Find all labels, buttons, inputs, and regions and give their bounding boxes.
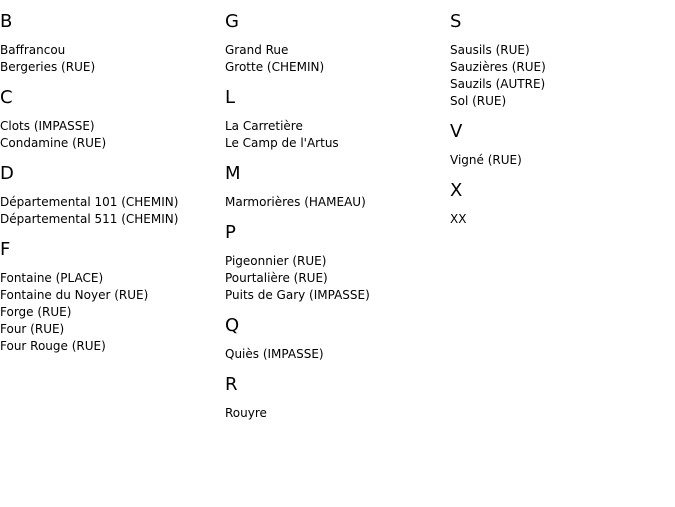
street-list: [0, 118, 225, 152]
letter-group: [225, 222, 450, 304]
street-link[interactable]: Four (RUE): [0, 322, 65, 336]
street-list: [225, 194, 450, 211]
street-list: [225, 253, 450, 304]
street-link[interactable]: Sausils (RUE): [450, 43, 530, 57]
street-list-item: [450, 59, 675, 76]
street-list: [225, 42, 450, 76]
letter-heading: C: [0, 87, 13, 108]
street-link[interactable]: Grand Rue: [225, 43, 289, 57]
street-link[interactable]: Départemental 511 (CHEMIN): [0, 212, 179, 226]
street-link[interactable]: Bergeries (RUE): [0, 60, 96, 74]
street-link[interactable]: Le Camp de l'Artus: [225, 136, 339, 150]
letter-group: [450, 11, 675, 110]
street-list-item: [0, 211, 225, 228]
street-list: [450, 152, 675, 169]
street-list-item: [225, 346, 450, 363]
street-link[interactable]: Marmorières (HAMEAU): [225, 195, 366, 209]
street-link[interactable]: Pigeonnier (RUE): [225, 254, 327, 268]
letter-heading: R: [225, 374, 238, 395]
street-link[interactable]: Four Rouge (RUE): [0, 339, 106, 353]
street-list-item: [450, 93, 675, 110]
street-list-item: [0, 304, 225, 321]
index-column: [0, 0, 225, 355]
street-list-item: [225, 253, 450, 270]
letter-heading: M: [225, 163, 241, 184]
letter-heading: B: [0, 11, 13, 32]
street-list-item: [0, 59, 225, 76]
street-link[interactable]: Baffrancou: [0, 43, 66, 57]
street-list-item: [225, 118, 450, 135]
street-list-item: [450, 152, 675, 169]
street-list: [450, 211, 675, 228]
street-list-item: [225, 270, 450, 287]
street-list-item: [450, 76, 675, 93]
letter-group: [450, 180, 675, 228]
street-link[interactable]: Quiès (IMPASSE): [225, 347, 324, 361]
street-link[interactable]: Sauzières (RUE): [450, 60, 546, 74]
street-link[interactable]: Pourtalière (RUE): [225, 271, 328, 285]
street-link[interactable]: XX: [450, 212, 467, 226]
letter-group: [0, 11, 225, 76]
street-list-item: [225, 405, 450, 422]
street-list: [225, 405, 450, 422]
street-list-item: [225, 135, 450, 152]
letter-heading: D: [0, 163, 14, 184]
street-list-item: [0, 194, 225, 211]
letter-group: [225, 87, 450, 152]
letter-group: [225, 163, 450, 211]
street-link[interactable]: Sauzils (AUTRE): [450, 77, 546, 91]
letter-heading: Q: [225, 315, 240, 336]
letter-heading: F: [0, 239, 11, 260]
letter-heading: V: [450, 121, 463, 142]
street-link[interactable]: Fontaine (PLACE): [0, 271, 104, 285]
street-list-item: [0, 321, 225, 338]
street-link[interactable]: Puits de Gary (IMPASSE): [225, 288, 370, 302]
street-list: [225, 346, 450, 363]
street-link[interactable]: Rouyre: [225, 406, 267, 420]
street-link[interactable]: Grotte (CHEMIN): [225, 60, 325, 74]
street-list-item: [450, 42, 675, 59]
street-link[interactable]: Départemental 101 (CHEMIN): [0, 195, 179, 209]
street-link[interactable]: Vigné (RUE): [450, 153, 522, 167]
index-column: [450, 0, 675, 228]
street-list-item: [0, 287, 225, 304]
letter-heading: S: [450, 11, 462, 32]
street-link[interactable]: Condamine (RUE): [0, 136, 107, 150]
letter-group: [225, 315, 450, 363]
street-list: [0, 42, 225, 76]
street-list: [450, 42, 675, 110]
street-link[interactable]: Forge (RUE): [0, 305, 72, 319]
letter-heading: X: [450, 180, 463, 201]
letter-group: [450, 121, 675, 169]
index-column: [225, 0, 450, 422]
street-list-item: [0, 42, 225, 59]
letter-group: [225, 374, 450, 422]
letter-group: [225, 11, 450, 76]
letter-group: [0, 163, 225, 228]
letter-heading: G: [225, 11, 239, 32]
letter-heading: L: [225, 87, 236, 108]
street-link[interactable]: Clots (IMPASSE): [0, 119, 95, 133]
street-list-item: [450, 211, 675, 228]
street-list-item: [0, 135, 225, 152]
street-list: [0, 194, 225, 228]
street-list-item: [0, 338, 225, 355]
street-list-item: [0, 270, 225, 287]
street-list-item: [225, 59, 450, 76]
letter-group: [0, 87, 225, 152]
street-link[interactable]: La Carretière: [225, 119, 303, 133]
street-link[interactable]: Sol (RUE): [450, 94, 507, 108]
letter-heading: P: [225, 222, 236, 243]
street-list-item: [0, 118, 225, 135]
street-list-item: [225, 287, 450, 304]
street-list-item: [225, 194, 450, 211]
street-list: [0, 270, 225, 355]
street-link[interactable]: Fontaine du Noyer (RUE): [0, 288, 149, 302]
street-list-item: [225, 42, 450, 59]
letter-group: [0, 239, 225, 355]
street-list: [225, 118, 450, 152]
